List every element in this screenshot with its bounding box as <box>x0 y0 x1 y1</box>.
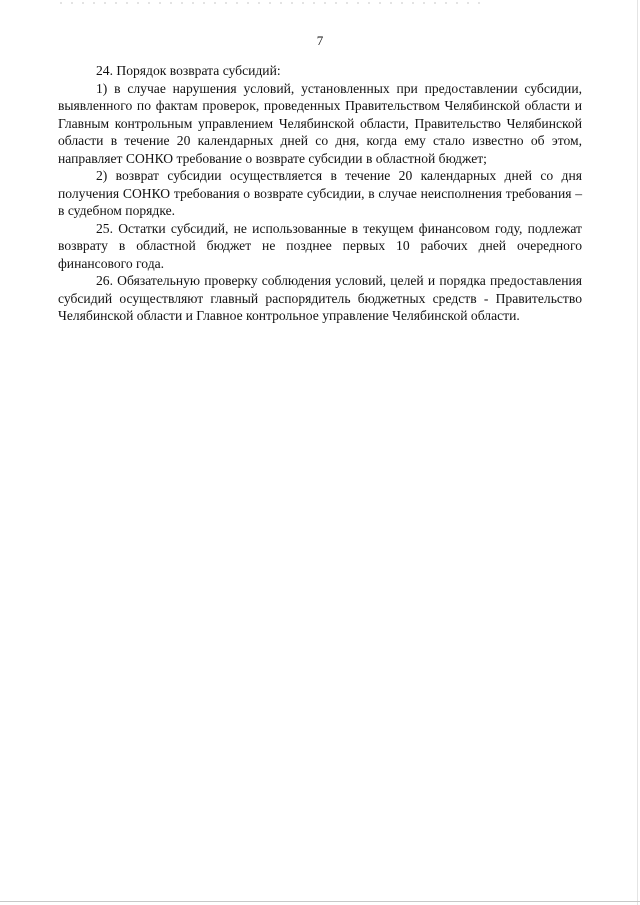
scan-edge-right <box>637 0 638 905</box>
page-number: 7 <box>316 33 324 48</box>
document-body <box>58 62 582 325</box>
paragraph-24-item-1: 1) в случае нарушения условий, установленных при предоставлении субсидии, выявленного по фактам проверок, проведенных Правительством Челябинской области и Главным контрольным управлением Челябинской области, Правительство Челябинской области в течение 20 календарных дней со дня, когда ему стало известно об этом, направляет СОНКО требование о возврате субсидии в областной бюджет; <box>58 80 582 166</box>
paragraph-26: 26. Обязательную проверку соблюдения условий, целей и порядка предоставления субсидий осуществляют главный распорядитель бюджетных средств - Правительство Челябинской области и Главное контрольное управление Челябинской области. <box>58 273 582 323</box>
scan-edge-bottom <box>0 901 640 902</box>
paragraph-24-heading: 24. Порядок возврата субсидий: <box>96 63 281 78</box>
paragraph-25: 25. Остатки субсидий, не использованные в текущем финансовом году, подлежат возврату в областной бюджет не позднее первых 10 рабочих дней очередного финансового года. <box>58 220 582 271</box>
scan-artifact-top <box>60 2 480 4</box>
paragraph-24-item-2: 2) возврат субсидии осуществляется в течение 20 календарных дней со дня получения СОНКО требования о возврате субсидии, в случае неисполнения требования – в судебном порядке. <box>58 168 582 218</box>
